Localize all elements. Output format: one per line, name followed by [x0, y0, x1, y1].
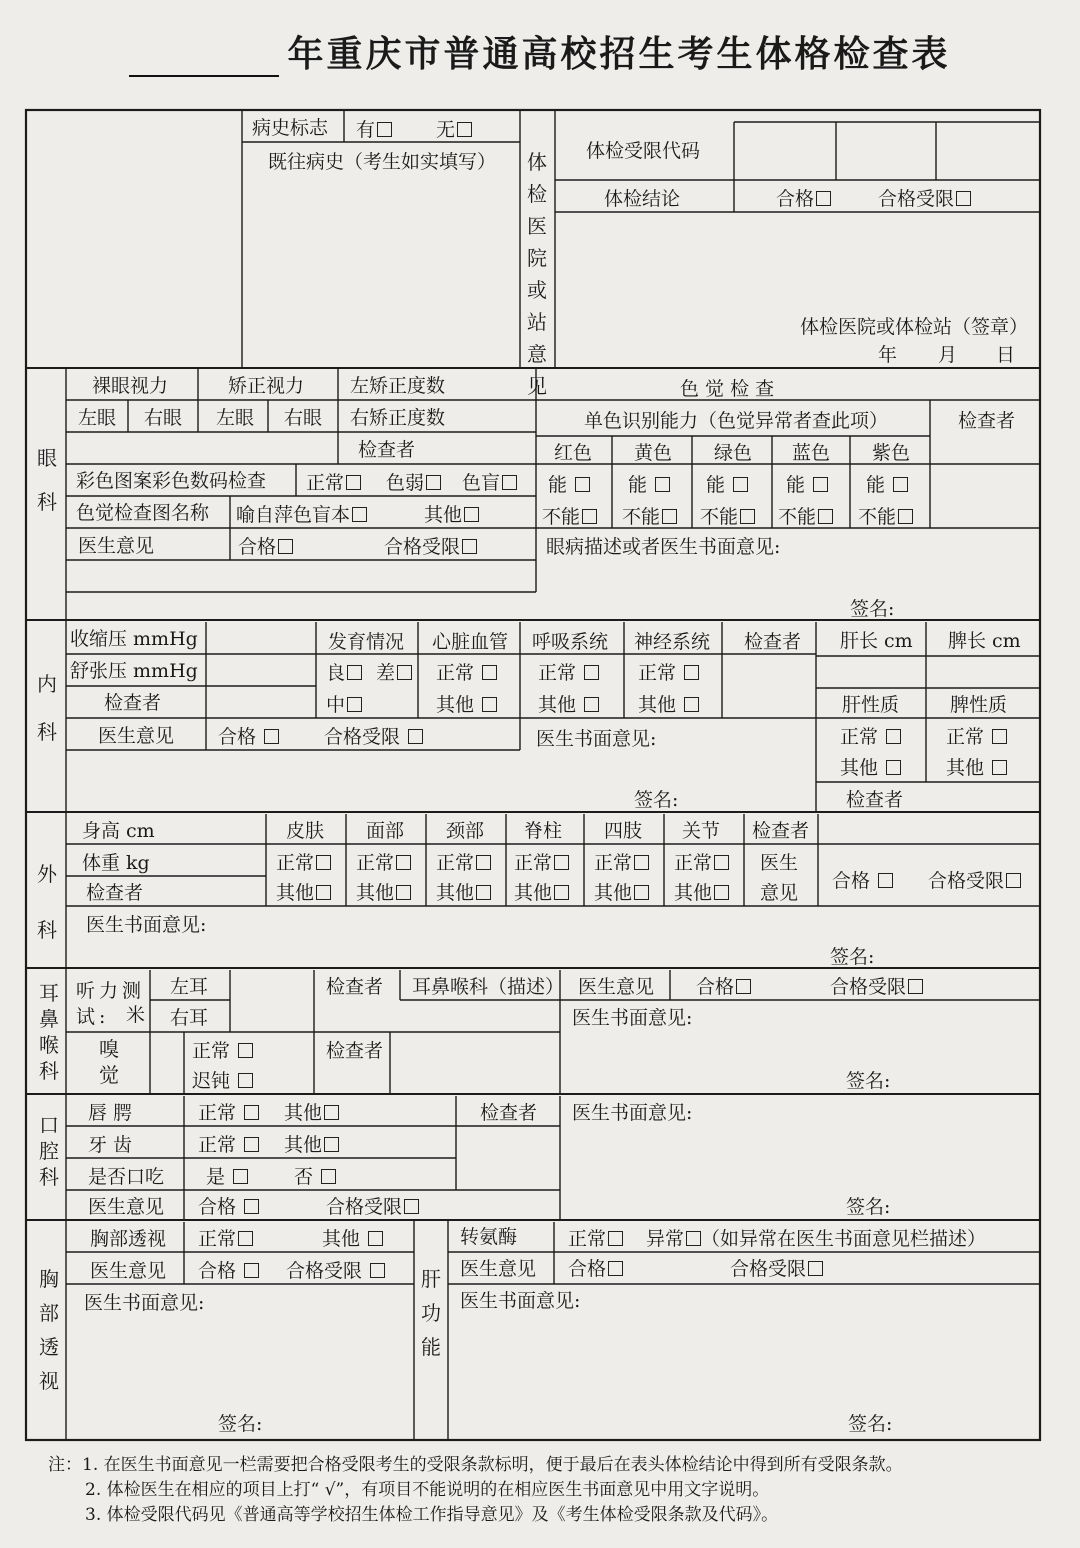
weight-label: 体重 kg — [82, 852, 150, 874]
chest-normal[interactable]: 正常 — [198, 1228, 253, 1250]
ent-sign-label: 签名: — [846, 1070, 891, 1092]
lips-normal[interactable]: 正常 — [198, 1102, 259, 1124]
note-3: 3. 体检受限代码见《普通高等学校招生体检工作指导意见》及《考生体检受限条款及代码》。 — [85, 1505, 779, 1525]
eye-section-label: 眼科 — [37, 446, 57, 514]
color-yellow-label: 黄色 — [634, 442, 673, 464]
ent-opinion-label: 医生意见 — [578, 976, 655, 998]
joints-label: 关节 — [682, 820, 721, 842]
liver-sign-label: 签名: — [848, 1413, 893, 1435]
hearing-test-label: 听力测试: — [76, 980, 146, 1028]
red-can[interactable]: 能 — [548, 474, 590, 496]
date-year: 年 — [878, 344, 898, 366]
surgery-doctor-label: 医生 — [760, 852, 799, 874]
neck-other[interactable]: 其他 — [436, 882, 491, 904]
pattern-blind[interactable]: 色盲 — [462, 472, 517, 494]
history-yes[interactable]: 有 — [356, 119, 392, 141]
diastolic-label: 舒张压 mmHg — [70, 660, 198, 682]
color-green-label: 绿色 — [714, 442, 753, 464]
internal-pass[interactable]: 合格 — [218, 726, 279, 748]
surgery-section-label: 外科 — [37, 862, 57, 942]
form-title: 年重庆市普通高校招生考生体格检查表 — [0, 26, 1080, 77]
internal-sign-label: 签名: — [634, 789, 679, 811]
spine-label: 脊柱 — [524, 820, 563, 842]
purple-cannot[interactable]: 不能 — [858, 506, 913, 528]
liver-section-label: 肝功能 — [421, 1267, 441, 1359]
footnotes — [48, 1453, 903, 1528]
eye-disease-desc-label: 眼病描述或者医生书面意见: — [546, 536, 781, 558]
limbs-other[interactable]: 其他 — [594, 882, 649, 904]
internal-written-label: 医生书面意见: — [536, 728, 657, 750]
teeth-label: 牙 齿 — [88, 1134, 133, 1156]
internal-examiner-label-2: 检查者 — [744, 631, 802, 653]
date-month: 月 — [938, 344, 958, 366]
chart-option[interactable]: 喻自萍色盲本 — [236, 504, 367, 526]
face-label: 面部 — [366, 820, 405, 842]
ent-section-label: 耳鼻喉科 — [39, 981, 59, 1083]
alt-abnormal[interactable]: 异常 （如异常在医生书面意见栏描述） — [646, 1228, 987, 1250]
blue-can[interactable]: 能 — [786, 474, 828, 496]
joints-normal[interactable]: 正常 — [674, 852, 729, 874]
liver-opinion-label: 医生意见 — [460, 1258, 537, 1280]
respiratory-label: 呼吸系统 — [532, 631, 609, 653]
stutter-yes[interactable]: 是 — [206, 1166, 248, 1188]
oral-sign-label: 签名: — [846, 1196, 891, 1218]
alt-label: 转氨酶 — [460, 1226, 518, 1248]
eye-examiner-label-1: 检查者 — [358, 439, 416, 461]
ent-right-ear-label: 右耳 — [170, 1007, 209, 1029]
lips-other[interactable]: 其他 — [284, 1102, 339, 1124]
corrected-vision-label: 矫正视力 — [228, 375, 305, 397]
chest-opinion-label: 医生意见 — [90, 1260, 167, 1282]
corrected-left-label: 左眼 — [216, 407, 255, 429]
liver-length-label: 肝长 cm — [840, 630, 913, 652]
height-label: 身高 cm — [82, 820, 155, 842]
liver-written-label: 医生书面意见: — [460, 1290, 581, 1312]
heart-other[interactable]: 其他 — [436, 694, 497, 716]
oral-pass[interactable]: 合格 — [198, 1196, 259, 1218]
green-cannot[interactable]: 不能 — [700, 506, 755, 528]
nerve-normal[interactable]: 正常 — [638, 662, 699, 684]
spleen-quality-label: 脾性质 — [950, 694, 1008, 716]
restriction-code-label: 体检受限代码 — [586, 140, 701, 162]
oral-limited[interactable]: 合格受限 — [326, 1196, 419, 1218]
nerve-other[interactable]: 其他 — [638, 694, 699, 716]
smell-label: 嗅觉 — [99, 1037, 119, 1087]
green-can[interactable]: 能 — [706, 474, 748, 496]
chest-sign-label: 签名: — [218, 1413, 263, 1435]
oral-section-label: 口腔科 — [39, 1113, 59, 1189]
skin-normal[interactable]: 正常 — [276, 852, 331, 874]
surgery-limited[interactable]: 合格受限 — [928, 870, 1021, 892]
surgery-opinion-label: 意见 — [760, 882, 799, 904]
left-degree-label: 左矫正度数 — [350, 375, 446, 397]
heart-label: 心脏血管 — [432, 631, 509, 653]
chart-other[interactable]: 其他 — [424, 504, 479, 526]
eye-pass[interactable]: 合格 — [238, 536, 293, 558]
internal-opinion-label: 医生意见 — [98, 725, 175, 747]
chest-xray-label: 胸部透视 — [90, 1228, 167, 1250]
nervous-label: 神经系统 — [634, 631, 711, 653]
eye-limited[interactable]: 合格受限 — [384, 536, 477, 558]
chest-other[interactable]: 其他 — [322, 1228, 383, 1250]
color-blue-label: 蓝色 — [792, 442, 831, 464]
surgery-examiner-label-2: 检查者 — [752, 820, 810, 842]
liver-normal[interactable]: 正常 — [840, 726, 901, 748]
development-label: 发育情况 — [328, 631, 405, 653]
date-day: 日 — [996, 344, 1016, 366]
dev-medium[interactable]: 中 — [326, 694, 362, 716]
neck-label: 颈部 — [446, 820, 485, 842]
oral-opinion-label: 医生意见 — [88, 1196, 165, 1218]
limbs-normal[interactable]: 正常 — [594, 852, 649, 874]
naked-right-label: 右眼 — [144, 407, 183, 429]
liver-other[interactable]: 其他 — [840, 757, 901, 779]
hospital-side-label: 体检医院或站意见 — [527, 150, 547, 398]
chest-pass[interactable]: 合格 — [198, 1260, 259, 1282]
surgery-examiner-label-1: 检查者 — [86, 882, 144, 904]
stutter-label: 是否口吃 — [88, 1166, 165, 1188]
stutter-no[interactable]: 否 — [294, 1166, 336, 1188]
purple-can[interactable]: 能 — [866, 474, 908, 496]
blue-cannot[interactable]: 不能 — [778, 506, 833, 528]
chest-section-label: 胸部透视 — [39, 1267, 59, 1393]
meter-label: 米 — [126, 1004, 146, 1026]
joints-other[interactable]: 其他 — [674, 882, 729, 904]
spleen-length-label: 脾长 cm — [948, 630, 1021, 652]
alt-normal[interactable]: 正常 — [568, 1228, 623, 1250]
right-degree-label: 右矫正度数 — [350, 407, 446, 429]
surgery-sign-label: 签名: — [830, 946, 875, 968]
face-normal[interactable]: 正常 — [356, 852, 411, 874]
ent-examiner-label-1: 检查者 — [326, 976, 384, 998]
eye-sign-label: 签名: — [850, 598, 895, 620]
note-1: 注：1. 在医生书面意见一栏需要把合格受限考生的受限条款标明，便于最后在表头体检结论中得到所有受限条款。 — [48, 1455, 903, 1475]
ent-examiner-label-2: 检查者 — [326, 1040, 384, 1062]
neck-normal[interactable]: 正常 — [436, 852, 491, 874]
internal-section-label: 内科 — [37, 672, 57, 744]
oral-examiner-label: 检查者 — [480, 1102, 538, 1124]
liver-limited[interactable]: 合格受限 — [730, 1258, 823, 1280]
pattern-normal[interactable]: 正常 — [306, 472, 361, 494]
color-red-label: 红色 — [554, 442, 593, 464]
color-purple-label: 紫色 — [872, 442, 911, 464]
naked-vision-label: 裸眼视力 — [92, 375, 169, 397]
liver-pass[interactable]: 合格 — [568, 1258, 623, 1280]
past-history-label: 既往病史（考生如实填写） — [268, 151, 497, 173]
history-flag-label: 病史标志 — [252, 117, 329, 139]
yellow-cannot[interactable]: 不能 — [622, 506, 677, 528]
ent-limited[interactable]: 合格受限 — [830, 976, 923, 998]
chest-written-label: 医生书面意见: — [84, 1292, 205, 1314]
chart-name-label: 色觉检查图名称 — [76, 502, 210, 524]
red-cannot[interactable]: 不能 — [542, 506, 597, 528]
surgery-written-label: 医生书面意见: — [86, 914, 207, 936]
limbs-label: 四肢 — [604, 820, 643, 842]
note-2: 2. 体检医生在相应的项目上打“ √”，有项目不能说明的在相应医生书面意见中用文字说明。 — [85, 1480, 770, 1500]
internal-examiner-label-1: 检查者 — [104, 692, 162, 714]
ent-left-ear-label: 左耳 — [170, 976, 209, 998]
mono-color-label: 单色识别能力（色觉异常者查此项） — [584, 410, 889, 432]
eye-opinion-label: 医生意见 — [78, 535, 155, 557]
history-no[interactable]: 无 — [436, 119, 472, 141]
internal-limited[interactable]: 合格受限 — [324, 726, 423, 748]
spleen-normal[interactable]: 正常 — [946, 726, 1007, 748]
naked-left-label: 左眼 — [78, 407, 117, 429]
conclusion-limited[interactable]: 合格受限 — [878, 188, 971, 210]
color-check-label: 色 觉 检 查 — [680, 378, 775, 400]
pattern-weak[interactable]: 色弱 — [386, 472, 441, 494]
smell-dull[interactable]: 迟钝 — [192, 1070, 253, 1092]
ent-pass[interactable]: 合格 — [696, 976, 751, 998]
yellow-can[interactable]: 能 — [628, 474, 670, 496]
teeth-normal[interactable]: 正常 — [198, 1134, 259, 1156]
stamp-label: 体检医院或体检站（签章） — [800, 316, 1029, 338]
corrected-right-label: 右眼 — [284, 407, 323, 429]
spine-other[interactable]: 其他 — [514, 882, 569, 904]
eye-examiner-label-2: 检查者 — [958, 410, 1016, 432]
systolic-label: 收缩压 mmHg — [70, 628, 198, 650]
dev-good[interactable]: 良 — [326, 662, 362, 684]
teeth-other[interactable]: 其他 — [284, 1134, 339, 1156]
conclusion-pass[interactable]: 合格 — [776, 188, 831, 210]
resp-normal[interactable]: 正常 — [538, 662, 599, 684]
spine-normal[interactable]: 正常 — [514, 852, 569, 874]
chest-limited[interactable]: 合格受限 — [286, 1260, 385, 1282]
pattern-check-label: 彩色图案彩色数码检查 — [76, 470, 267, 492]
face-other[interactable]: 其他 — [356, 882, 411, 904]
smell-normal[interactable]: 正常 — [192, 1040, 253, 1062]
liver-quality-label: 肝性质 — [842, 694, 900, 716]
conclusion-label: 体检结论 — [604, 188, 681, 210]
surgery-pass[interactable]: 合格 — [832, 870, 893, 892]
oral-written-label: 医生书面意见: — [572, 1102, 693, 1124]
heart-normal[interactable]: 正常 — [436, 662, 497, 684]
skin-label: 皮肤 — [286, 820, 325, 842]
resp-other[interactable]: 其他 — [538, 694, 599, 716]
skin-other[interactable]: 其他 — [276, 882, 331, 904]
internal-examiner-label-3: 检查者 — [846, 789, 904, 811]
lips-label: 唇 腭 — [88, 1102, 133, 1124]
spleen-other[interactable]: 其他 — [946, 757, 1007, 779]
dev-poor[interactable]: 差 — [376, 662, 412, 684]
ent-written-label: 医生书面意见: — [572, 1007, 693, 1029]
ent-desc-label: 耳鼻喉科（描述） — [412, 976, 565, 998]
